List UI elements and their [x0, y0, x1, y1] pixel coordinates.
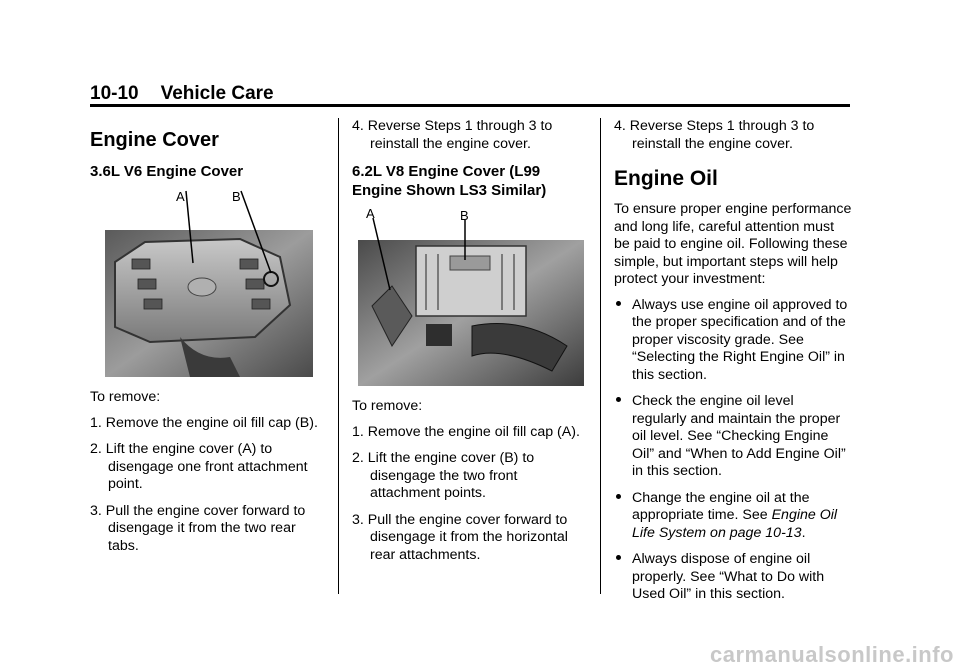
- figure-label-b: B: [232, 189, 241, 204]
- to-remove-label: To remove:: [90, 389, 161, 405]
- engine-oil-bullets: [614, 297, 852, 604]
- list-item: Always dispose of engine oil properly. See “What to Do with Used Oil” in this section.: [614, 551, 852, 604]
- to-remove-label: To remove:: [352, 398, 423, 414]
- figure-label-a: A: [176, 189, 185, 204]
- list-item: 2. Lift the engine cover (A) to disengage one front attachment point.: [90, 441, 308, 492]
- column-3: [614, 118, 852, 613]
- engine-oil-intro: To ensure proper engine performance and long life, careful attention must be paid to engine oil. Following these simple, but important steps will help protect your investment:: [614, 201, 852, 287]
- section-title: Vehicle Care: [160, 83, 274, 104]
- watermark: carmanualsonline.info: [710, 642, 954, 667]
- bullet-icon: [616, 301, 621, 306]
- engine-cover-heading: Engine Cover: [90, 129, 219, 151]
- list-item: 3. Pull the engine cover forward to disengage it from the two rear tabs.: [90, 502, 306, 554]
- list-item: Check the engine oil level regularly and maintain the proper oil level. See “Checking Engine Oil” and “When to Add Engine Oil” in this section.: [614, 393, 852, 481]
- column-divider-1: [338, 118, 339, 594]
- list-item: 1. Remove the engine oil fill cap (B).: [90, 414, 318, 431]
- list-item: Always use engine oil approved to the proper specification and of the proper viscosity grade. See “Selecting the Right Engine Oil” in this section.: [614, 297, 852, 385]
- list-item: 1. Remove the engine oil fill cap (A).: [352, 423, 580, 440]
- list-item: Change the engine oil at the appropriate time. See Engine Oil Life System on page 10-13.: [614, 490, 852, 543]
- header-rule: [90, 104, 850, 107]
- v6-steps-continued: [352, 118, 584, 153]
- v6-cover-subheading: 3.6L V6 Engine Cover: [90, 163, 244, 180]
- list-item: 4. Reverse Steps 1 through 3 to reinstall the engine cover.: [352, 118, 553, 152]
- column-1: [90, 118, 322, 564]
- list-item: 3. Pull the engine cover forward to disengage it from the horizontal rear attachments.: [352, 511, 568, 563]
- column-divider-2: [600, 118, 601, 594]
- figure-label-a: A: [366, 206, 375, 221]
- v6-engine-photo: [90, 187, 314, 377]
- v8-engine-photo: [352, 206, 584, 386]
- bullet-icon: [616, 555, 621, 560]
- v6-steps: [90, 415, 322, 556]
- v8-steps-continued: [614, 118, 852, 153]
- v8-cover-subheading: 6.2L V8 Engine Cover (L99 Engine Shown LS3 Similar): [352, 163, 547, 199]
- column-2: [352, 118, 584, 573]
- list-item: 2. Lift the engine cover (B) to disengage the two front attachment points.: [352, 450, 535, 501]
- page-header: [90, 83, 274, 105]
- engine-oil-heading: Engine Oil: [614, 167, 718, 190]
- figure-label-b: B: [460, 208, 469, 223]
- page-number: 10-10: [90, 83, 139, 104]
- bullet-icon: [616, 397, 621, 402]
- bullet-icon: [616, 494, 621, 499]
- cross-reference-link[interactable]: Engine Oil Life System on page 10-13: [632, 507, 838, 541]
- v8-steps: [352, 424, 584, 565]
- list-item: 4. Reverse Steps 1 through 3 to reinstall the engine cover.: [614, 118, 815, 152]
